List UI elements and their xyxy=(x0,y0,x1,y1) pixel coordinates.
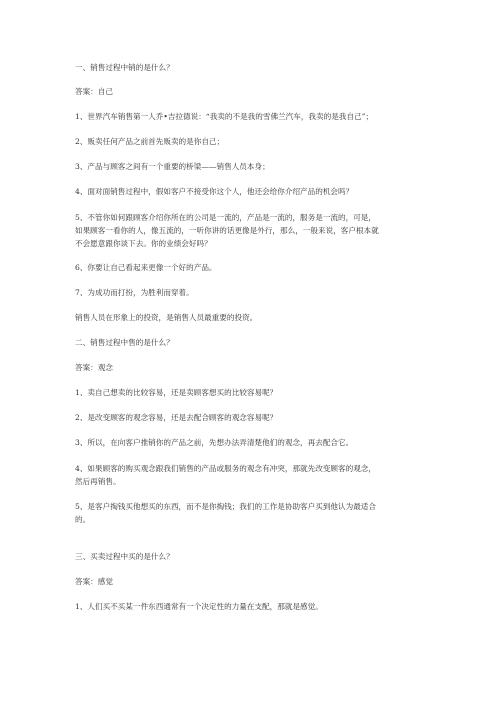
section-3-item-1: 1、人们买不买某一件东西通常有一个决定性的力量在支配，那就是感觉。 xyxy=(75,602,323,611)
section-1-item-5-line-1: 5、不管你如何跟顾客介绍你所在的公司是一流的，产品是一流的，服务是一流的，可是， xyxy=(75,213,376,222)
section-2-item-5-line-2: 的。 xyxy=(75,515,91,524)
section-2-item-2: 2、是改变顾客的观念容易，还是去配合顾客的观念容易呢？ xyxy=(75,413,278,422)
section-2-item-5 xyxy=(75,500,425,526)
section-2-item-1: 1、卖自己想卖的比较容易，还是卖顾客想买的比较容易呢？ xyxy=(75,388,278,397)
section-2-heading: 二、销售过程中售的是什么？ xyxy=(75,338,174,347)
section-1-item-3: 3、产品与顾客之间有一个重要的桥梁——销售人员本身； xyxy=(75,162,270,171)
section-1-item-5-line-3: 不会愿意跟你谈下去。你的业绩会好吗？ xyxy=(75,239,212,248)
section-2-item-5-line-1: 5、是客户掏钱买他想买的东西，而不是你掏钱；我们的工作是协助客户买到他认为最适合 xyxy=(75,502,376,511)
section-2-answer: 答案：观念 xyxy=(75,363,113,372)
section-3-heading: 三、买卖过程中买的是什么？ xyxy=(75,552,174,561)
section-1-answer: 答案：自己 xyxy=(75,87,113,96)
section-3-answer: 答案：感觉 xyxy=(75,577,113,586)
section-1-item-5 xyxy=(75,211,425,250)
section-1-heading: 一、销售过程中销的是什么？ xyxy=(75,63,174,72)
section-1-item-7: 7、为成功而打扮，为胜利而穿着。 xyxy=(75,288,194,297)
section-1-item-1: 1、世界汽车销售第一人乔•吉拉德说：“我卖的不是我的雪佛兰汽车，我卖的是我自己”； xyxy=(75,112,374,121)
section-1-item-6: 6、你要让自己看起来更像一个好的产品。 xyxy=(75,263,217,272)
section-2-item-4-line-1: 4、如果顾客的购买观念跟我们销售的产品或服务的观念有冲突，那就先改变顾客的观念， xyxy=(75,464,376,473)
section-2-item-4 xyxy=(75,462,425,488)
section-2-item-4-line-2: 然后再销售。 xyxy=(75,477,121,486)
section-1-item-4: 4、面对面销售过程中，假如客户不接受你这个人，他还会给你介绍产品的机会吗？ xyxy=(75,187,354,196)
section-2-item-3: 3、所以，在向客户推销你的产品之前，先想办法弄清楚他们的观念，再去配合它。 xyxy=(75,438,354,447)
section-1-item-5-line-2: 如果顾客一看你的人，像五流的，一听你讲的话更像是外行，那么，一般来说，客户根本就 xyxy=(75,226,379,235)
section-1-item-2: 2、贩卖任何产品之前首先贩卖的是你自己； xyxy=(75,137,225,146)
section-1-note: 销售人员在形象上的投资，是销售人员最重要的投资。 xyxy=(75,313,258,322)
